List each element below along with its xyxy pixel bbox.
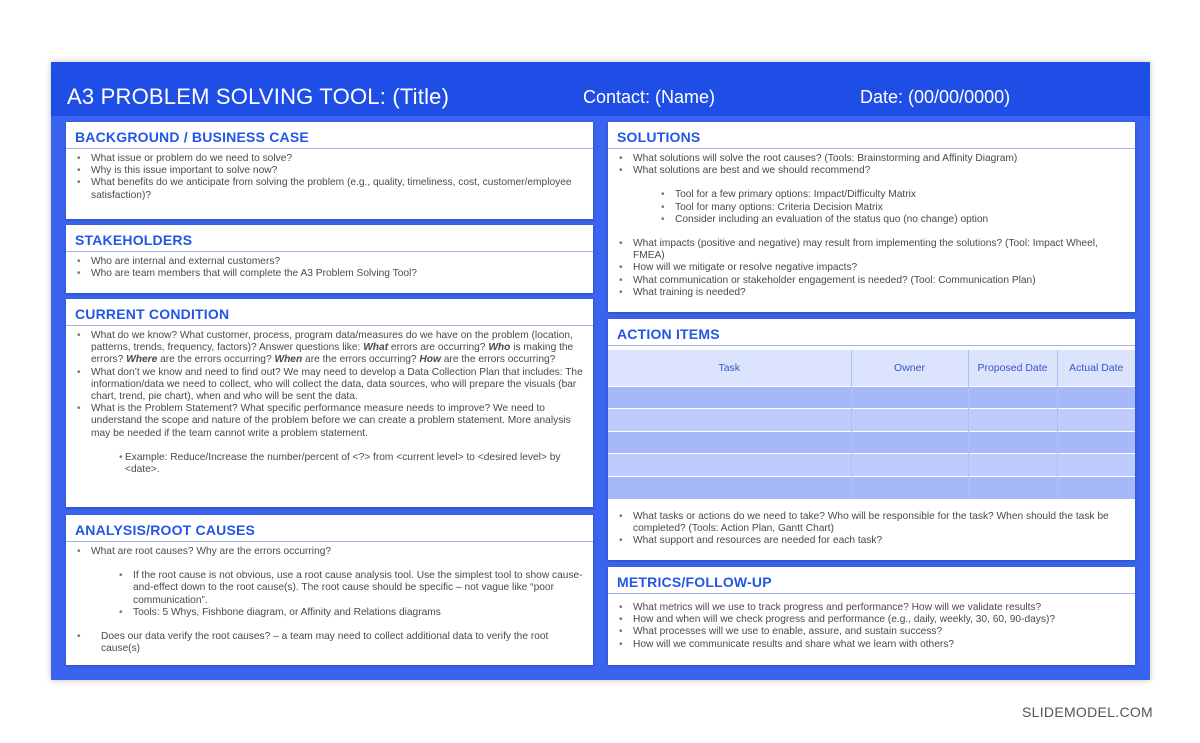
column-header-proposed-date: Proposed Date <box>968 350 1057 386</box>
table-cell[interactable] <box>1057 386 1135 409</box>
analysis-panel <box>66 515 593 665</box>
list-item: • What processes will we use to enable, assure, and sustain success? <box>617 626 1126 638</box>
sub-item: • Tool for many options: Criteria Decision Matrix <box>617 202 1126 214</box>
list-item: • What communication or stakeholder engagement is needed? (Tool: Communication Plan) <box>617 275 1126 287</box>
list-item: • What support and resources are needed for each task? <box>617 535 1126 547</box>
example-item: • Example: Reduce/Increase the number/percent of <?> from <current level> to <desired level> by <date>. <box>75 452 584 476</box>
list-item: • What do we know? What customer, process, program data/measures do we have on the problem (location, patterns, trends, frequency, factors)? Answer questions like: What errors are occurring? Who is making the errors? Where are the errors occurring? When are the errors occurring? How are the errors occurring? <box>75 330 584 367</box>
list-item: • Who are internal and external customers? <box>75 256 584 268</box>
list-item: • What are root causes? Why are the errors occurring? <box>75 546 584 558</box>
table-cell[interactable] <box>851 431 968 454</box>
list-item: • What tasks or actions do we need to take? Who will be responsible for the task? When should the task be completed? (Tools: Action Plan, Gantt Chart) <box>617 511 1126 535</box>
solutions-panel <box>608 122 1135 312</box>
table-cell[interactable] <box>608 454 851 477</box>
table-cell[interactable] <box>608 409 851 432</box>
table-cell[interactable] <box>968 386 1057 409</box>
table-cell[interactable] <box>1057 431 1135 454</box>
footer-watermark: SLIDEMODEL.COM <box>1022 704 1153 720</box>
table-cell[interactable] <box>968 476 1057 499</box>
list-item: • What training is needed? <box>617 287 1126 299</box>
table-cell[interactable] <box>851 454 968 477</box>
header-bar <box>51 62 1150 116</box>
table-cell[interactable] <box>851 476 968 499</box>
table-row <box>608 409 1135 432</box>
list-item: • What impacts (positive and negative) may result from implementing the solutions? (Tool: Impact Wheel, FMEA) <box>617 238 1126 262</box>
table-row <box>608 476 1135 499</box>
panel-title: CURRENT CONDITION <box>66 299 593 326</box>
slide-title: A3 PROBLEM SOLVING TOOL: (Title) <box>67 84 450 109</box>
column-header-task: Task <box>608 350 851 386</box>
table-cell[interactable] <box>608 476 851 499</box>
sub-item: • Tools: 5 Whys, Fishbone diagram, or Affinity and Relations diagrams <box>75 607 584 619</box>
list-item: • Does our data verify the root causes? – a team may need to collect additional data to verify the root cause(s) <box>75 631 584 655</box>
sub-item: • Consider including an evaluation of the status quo (no change) option <box>617 214 1126 226</box>
table-cell[interactable] <box>968 431 1057 454</box>
panel-title: ANALYSIS/ROOT CAUSES <box>66 515 593 542</box>
sub-item: • Tool for a few primary options: Impact/Difficulty Matrix <box>617 189 1126 201</box>
list-item: • What metrics will we use to track progress and performance? How will we validate results? <box>617 602 1126 614</box>
column-header-actual-date: Actual Date <box>1057 350 1135 386</box>
list-item: • What benefits do we anticipate from solving the problem (e.g., quality, timeliness, cost, customer/employee satisfaction)? <box>75 177 584 201</box>
table-cell[interactable] <box>1057 454 1135 477</box>
sub-item: • If the root cause is not obvious, use a root cause analysis tool. Use the simplest tool to show cause-and-effect down to the root cause(s). The root cause should be specific – not vague like “poor communication”. <box>75 570 584 607</box>
table-cell[interactable] <box>608 431 851 454</box>
table-cell[interactable] <box>1057 409 1135 432</box>
panel-title: METRICS/FOLLOW-UP <box>608 567 1135 594</box>
table-cell[interactable] <box>968 454 1057 477</box>
list-item: • What solutions are best and we should recommend? <box>617 165 1126 177</box>
table-cell[interactable] <box>1057 476 1135 499</box>
column-header-owner: Owner <box>851 350 968 386</box>
list-item: • Why is this issue important to solve now? <box>75 165 584 177</box>
table-cell[interactable] <box>851 386 968 409</box>
list-item: • What solutions will solve the root causes? (Tools: Brainstorming and Affinity Diagram) <box>617 153 1126 165</box>
table-row <box>608 454 1135 477</box>
panel-title: SOLUTIONS <box>608 122 1135 149</box>
current-condition-panel <box>66 299 593 507</box>
list-item: • How will we communicate results and share what we learn with others? <box>617 639 1126 651</box>
table-row <box>608 386 1135 409</box>
a3-slide <box>51 62 1150 680</box>
background-panel <box>66 122 593 219</box>
table-cell[interactable] <box>608 386 851 409</box>
panel-title: ACTION ITEMS <box>608 319 1135 346</box>
action-items-table <box>608 350 1135 499</box>
table-cell[interactable] <box>851 409 968 432</box>
list-item: • How and when will we check progress and performance (e.g., daily, weekly, 30, 60, 90-days)? <box>617 614 1126 626</box>
metrics-panel <box>608 567 1135 665</box>
list-item: • Who are team members that will complete the A3 Problem Solving Tool? <box>75 268 584 280</box>
contact-field: Contact: (Name) <box>583 87 716 107</box>
panel-title: STAKEHOLDERS <box>66 225 593 252</box>
list-item: • What is the Problem Statement? What specific performance measure needs to improve? We need to understand the scope and nature of the problem before we can create a problem statement. More analysis may be needed if the team cannot write a problem statement. <box>75 403 584 440</box>
panel-title: BACKGROUND / BUSINESS CASE <box>66 122 593 149</box>
action-items-panel <box>608 319 1135 560</box>
list-item: • What issue or problem do we need to solve? <box>75 153 584 165</box>
stakeholders-panel <box>66 225 593 293</box>
table-row <box>608 431 1135 454</box>
table-cell[interactable] <box>968 409 1057 432</box>
list-item: • How will we mitigate or resolve negative impacts? <box>617 262 1126 274</box>
date-field: Date: (00/00/0000) <box>860 87 1011 107</box>
list-item: • What don’t we know and need to find out? We may need to develop a Data Collection Plan that includes: The information/data we need to collect, who will collect the data, data sources, who will prepare the visuals (bar chart, trend, pie chart), when and who will be sent the data. <box>75 367 584 404</box>
